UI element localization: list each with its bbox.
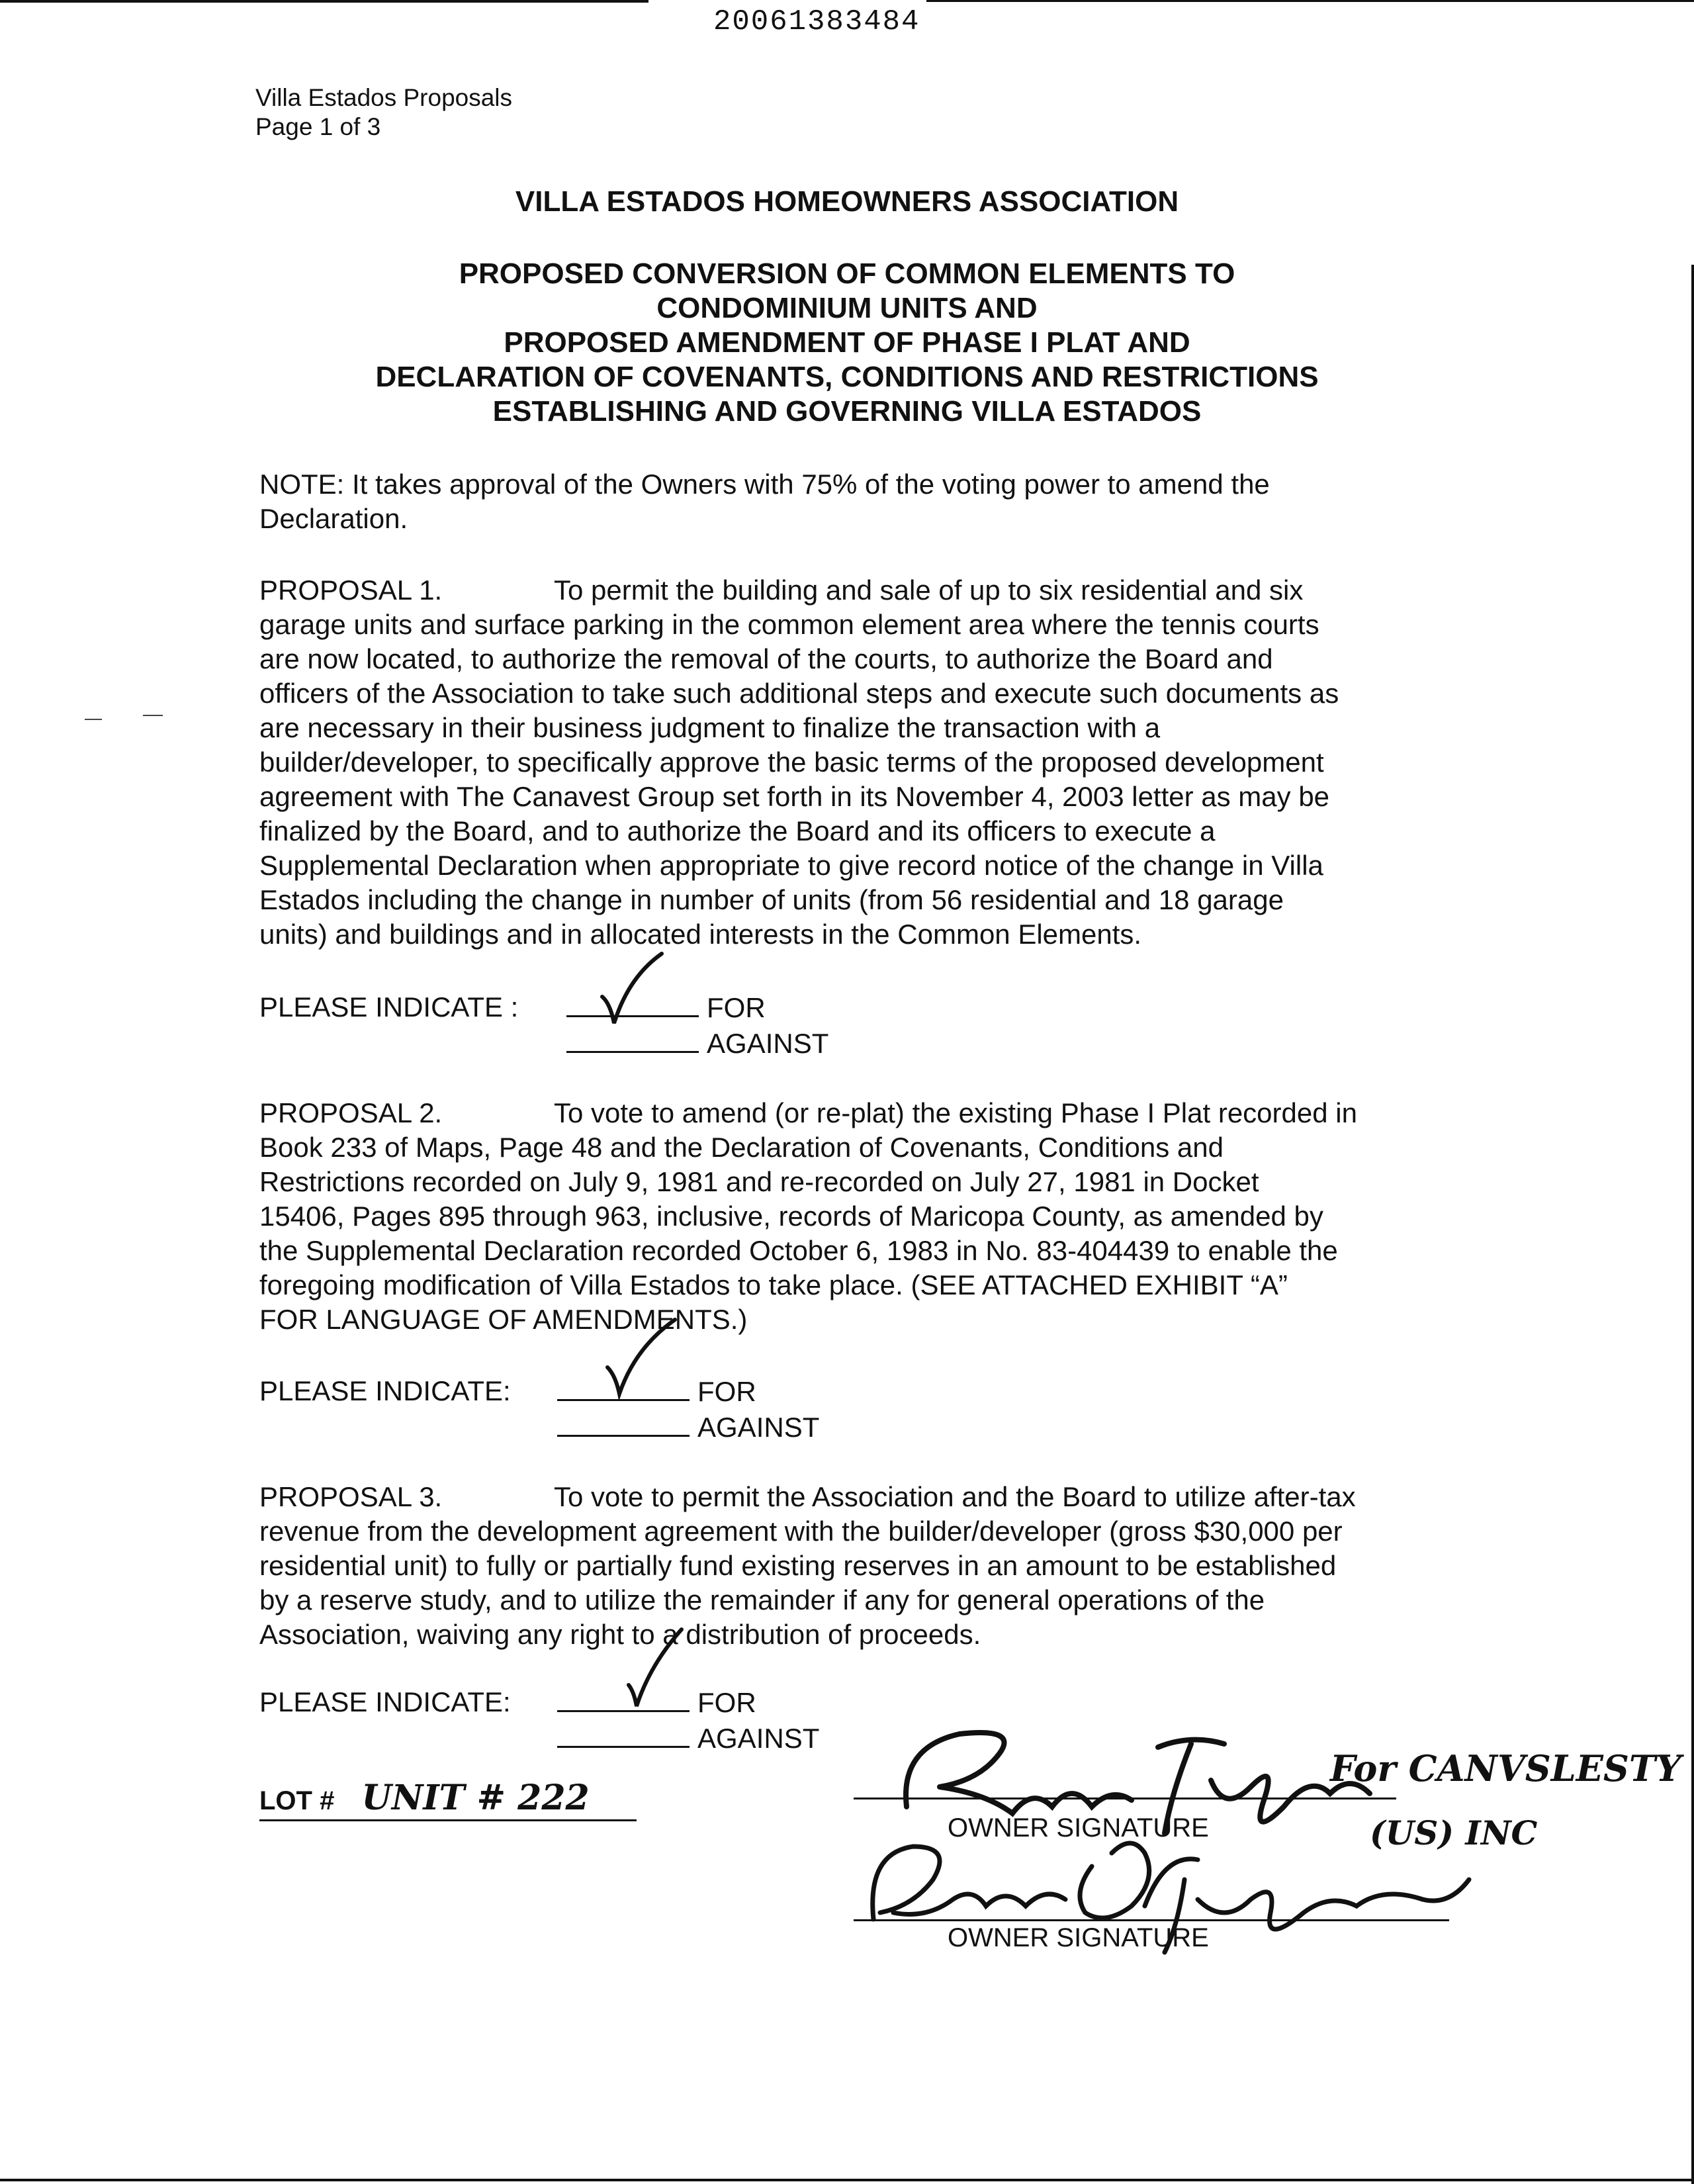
note-line: Declaration. (259, 503, 408, 534)
page-header (255, 83, 512, 142)
proposal-3-label: PROPOSAL 3. (259, 1481, 443, 1512)
owner-signature-label-2: OWNER SIGNATURE (948, 1923, 1209, 1952)
proposal-2-indicate-label: PLEASE INDICATE: (259, 1375, 511, 1406)
proposal-3-indicate-label: PLEASE INDICATE: (259, 1686, 511, 1717)
against-label: AGAINST (697, 1723, 820, 1754)
checkmark-icon (615, 1625, 688, 1711)
document-id: 20061383484 (713, 5, 920, 38)
page-border-top-right (926, 0, 1694, 2)
proposal-line: To vote to permit the Association and the Board to utilize after-tax (554, 1481, 1356, 1512)
proposal-1-indicate-label: PLEASE INDICATE : (259, 991, 519, 1023)
note-paragraph (259, 467, 1444, 536)
page-border-top-left (0, 0, 648, 3)
proposal-1-label: PROPOSAL 1. (259, 574, 443, 606)
proposal-3-text (259, 1480, 1444, 1652)
against-blank[interactable] (557, 1410, 690, 1437)
against-label: AGAINST (707, 1028, 829, 1059)
proposal-2-text (259, 1096, 1444, 1337)
proposal-line: To vote to amend (or re-plat) the existing Phase I Plat recorded in (554, 1097, 1357, 1128)
for-label: FOR (707, 992, 766, 1023)
signature-line-2[interactable] (854, 1919, 1449, 1921)
proposal-line: 15406, Pages 895 through 963, inclusive, records of Maricopa County, as amended by (259, 1201, 1323, 1232)
proposal-line: Book 233 of Maps, Page 48 and the Declaration of Covenants, Conditions and (259, 1132, 1224, 1163)
header-title: Villa Estados Proposals (255, 84, 513, 111)
proposal-1-text (259, 573, 1444, 952)
title-line: DECLARATION OF COVENANTS, CONDITIONS AND RESTRICTIONS (375, 361, 1319, 393)
owner-signature-label-1: OWNER SIGNATURE (948, 1813, 1209, 1843)
page-border-right (1691, 265, 1694, 2184)
for-label: FOR (697, 1376, 756, 1407)
proposal-line: residential unit) to fully or partially fund existing reserves in an amount to be established (259, 1550, 1337, 1581)
checkmark-icon (596, 950, 668, 1030)
title-line: PROPOSED AMENDMENT OF PHASE I PLAT AND (504, 326, 1190, 359)
against-label: AGAINST (697, 1412, 820, 1443)
note-line: NOTE: It takes approval of the Owners with 75% of the voting power to amend the (259, 469, 1270, 500)
document-title (0, 257, 1694, 429)
proposal-3-against-option[interactable] (557, 1721, 819, 1756)
lot-field[interactable] (259, 1778, 637, 1821)
proposal-line: foregoing modification of Villa Estados to take place. (SEE ATTACHED EXHIBIT “A” (259, 1269, 1288, 1300)
proposal-line: To permit the building and sale of up to six residential and six (554, 574, 1304, 606)
proposal-line: officers of the Association to take such additional steps and execute such documents as (259, 678, 1339, 709)
title-line: ESTABLISHING AND GOVERNING VILLA ESTADOS (492, 395, 1202, 428)
signature-annotation-line2: (US) INC (1370, 1813, 1538, 1852)
proposal-line: builder/developer, to specifically approve the basic terms of the proposed development (259, 747, 1324, 778)
signature-annotation-line1: For CANVSLESTY (1330, 1747, 1681, 1790)
proposal-line: Estados including the change in number of units (from 56 residential and 18 garage (259, 884, 1284, 915)
header-page-number: Page 1 of 3 (255, 113, 381, 140)
organization-title: VILLA ESTADOS HOMEOWNERS ASSOCIATION (515, 185, 1179, 218)
proposal-2-against-option[interactable] (557, 1410, 819, 1445)
proposal-line: by a reserve study, and to utilize the remainder if any for general operations of the (259, 1584, 1265, 1615)
lot-label: LOT # (259, 1786, 335, 1815)
proposal-line: agreement with The Canavest Group set forth in its November 4, 2003 letter as may be (259, 781, 1330, 812)
proposal-line: FOR LANGUAGE OF AMENDMENTS.) (259, 1304, 748, 1335)
proposal-line: Association, waiving any right to a distribution of proceeds. (259, 1619, 981, 1650)
proposal-line: garage units and surface parking in the common element area where the tennis courts (259, 609, 1319, 640)
margin-mark (143, 715, 163, 716)
proposal-line: the Supplemental Declaration recorded October 6, 1983 in No. 83-404439 to enable the (259, 1235, 1338, 1266)
for-label: FOR (697, 1687, 756, 1718)
title-line: CONDOMINIUM UNITS AND (656, 292, 1038, 324)
checkmark-icon (596, 1314, 682, 1400)
proposal-line: revenue from the development agreement with the builder/developer (gross $30,000 per (259, 1516, 1343, 1547)
proposal-line: finalized by the Board, and to authorize the Board and its officers to execute a (259, 815, 1216, 846)
page-border-bottom (0, 2179, 1694, 2181)
proposal-line: units) and buildings and in allocated interests in the Common Elements. (259, 919, 1142, 950)
margin-mark (85, 719, 102, 720)
proposal-line: are now located, to authorize the removal of the courts, to authorize the Board and (259, 643, 1273, 674)
against-blank[interactable] (566, 1026, 699, 1053)
proposal-line: are necessary in their business judgment to finalize the transaction with a (259, 712, 1161, 743)
proposal-line: Restrictions recorded on July 9, 1981 and re-recorded on July 27, 1981 in Docket (259, 1166, 1259, 1197)
against-blank[interactable] (557, 1721, 690, 1748)
proposal-2-label: PROPOSAL 2. (259, 1097, 443, 1128)
signature-line-1[interactable] (854, 1797, 1396, 1799)
title-line: PROPOSED CONVERSION OF COMMON ELEMENTS TO (459, 257, 1235, 290)
lot-value: UNIT # 222 (361, 1778, 590, 1818)
proposal-1-against-option[interactable] (566, 1026, 828, 1061)
proposal-line: Supplemental Declaration when appropriate to give record notice of the change in Villa (259, 850, 1323, 881)
